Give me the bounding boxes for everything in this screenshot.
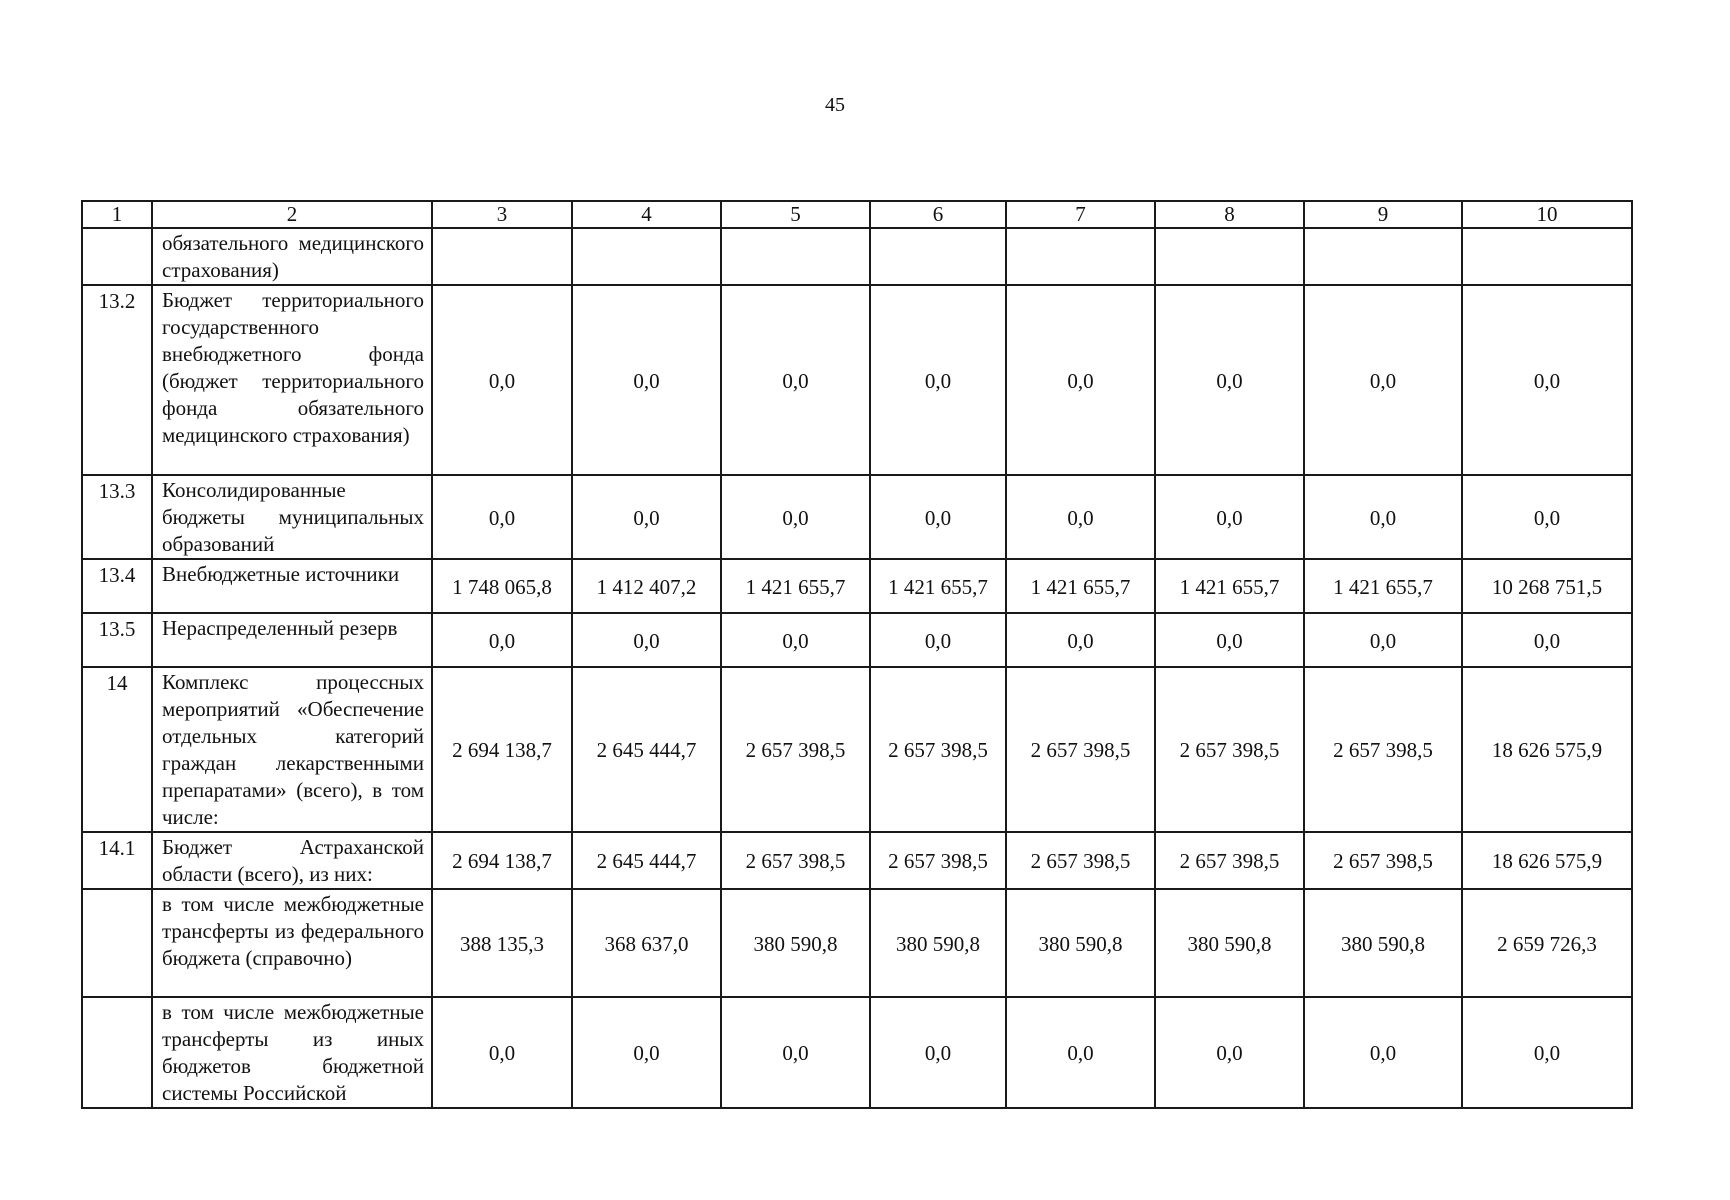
value-cell-col-10: 18 626 575,9 — [1462, 667, 1632, 832]
value-cell-col-9: 0,0 — [1304, 997, 1462, 1108]
value-cell-col-8: 1 421 655,7 — [1155, 559, 1304, 613]
value-cell-col-7: 0,0 — [1006, 475, 1155, 559]
budget-table — [81, 200, 1633, 1109]
value-cell-col-6: 380 590,8 — [870, 889, 1006, 997]
value-cell-col-7: 0,0 — [1006, 997, 1155, 1108]
value-cell-col-10: 18 626 575,9 — [1462, 832, 1632, 889]
value-cell-col-4: 1 412 407,2 — [572, 559, 721, 613]
row-number-cell: 13.5 — [82, 613, 152, 667]
value-cell-col-10: 0,0 — [1462, 475, 1632, 559]
value-cell-col-7: 0,0 — [1006, 285, 1155, 475]
value-cell-col-7: 2 657 398,5 — [1006, 832, 1155, 889]
value-cell-col-8: 2 657 398,5 — [1155, 832, 1304, 889]
value-cell-col-4: 0,0 — [572, 613, 721, 667]
value-cell-col-9: 1 421 655,7 — [1304, 559, 1462, 613]
table-row — [82, 667, 1632, 832]
value-cell-col-6: 2 657 398,5 — [870, 667, 1006, 832]
value-cell-col-6: 1 421 655,7 — [870, 559, 1006, 613]
value-cell-col-10: 0,0 — [1462, 613, 1632, 667]
value-cell-col-4: 368 637,0 — [572, 889, 721, 997]
row-number-cell — [82, 889, 152, 997]
value-cell-col-10: 2 659 726,3 — [1462, 889, 1632, 997]
value-cell-col-5: 1 421 655,7 — [721, 559, 870, 613]
value-cell-col-5: 0,0 — [721, 613, 870, 667]
column-header-3: 3 — [432, 201, 572, 228]
value-cell-col-9 — [1304, 228, 1462, 285]
value-cell-col-7: 380 590,8 — [1006, 889, 1155, 997]
value-cell-col-4: 0,0 — [572, 997, 721, 1108]
column-header-9: 9 — [1304, 201, 1462, 228]
row-number-cell: 13.4 — [82, 559, 152, 613]
table-row — [82, 228, 1632, 285]
value-cell-col-3: 2 694 138,7 — [432, 667, 572, 832]
value-cell-col-6: 0,0 — [870, 475, 1006, 559]
value-cell-col-9: 0,0 — [1304, 475, 1462, 559]
value-cell-col-8: 2 657 398,5 — [1155, 667, 1304, 832]
row-number-cell — [82, 228, 152, 285]
value-cell-col-8: 0,0 — [1155, 613, 1304, 667]
value-cell-col-8: 380 590,8 — [1155, 889, 1304, 997]
value-cell-col-7: 0,0 — [1006, 613, 1155, 667]
value-cell-col-4: 2 645 444,7 — [572, 667, 721, 832]
row-name-cell: Бюджет Астраханской области (всего), из них: — [152, 832, 432, 889]
table-row — [82, 285, 1632, 475]
value-cell-col-9: 2 657 398,5 — [1304, 832, 1462, 889]
table-header-row — [82, 201, 1632, 228]
table-row — [82, 889, 1632, 997]
column-header-10: 10 — [1462, 201, 1632, 228]
table-row — [82, 997, 1632, 1108]
value-cell-col-3: 388 135,3 — [432, 889, 572, 997]
value-cell-col-3: 0,0 — [432, 997, 572, 1108]
value-cell-col-6: 0,0 — [870, 997, 1006, 1108]
page-number: 45 — [825, 94, 845, 116]
value-cell-col-3 — [432, 228, 572, 285]
value-cell-col-9: 0,0 — [1304, 613, 1462, 667]
row-name-cell: Комплекс процессных мероприятий «Обеспечение отдельных категорий граждан лекарственными препаратами» (всего), в том числе: — [152, 667, 432, 832]
value-cell-col-6 — [870, 228, 1006, 285]
value-cell-col-8: 0,0 — [1155, 285, 1304, 475]
column-header-7: 7 — [1006, 201, 1155, 228]
value-cell-col-8: 0,0 — [1155, 997, 1304, 1108]
row-number-cell: 14.1 — [82, 832, 152, 889]
value-cell-col-5: 0,0 — [721, 475, 870, 559]
value-cell-col-5: 0,0 — [721, 997, 870, 1108]
column-header-4: 4 — [572, 201, 721, 228]
value-cell-col-6: 0,0 — [870, 285, 1006, 475]
column-header-1: 1 — [82, 201, 152, 228]
value-cell-col-6: 2 657 398,5 — [870, 832, 1006, 889]
value-cell-col-4: 2 645 444,7 — [572, 832, 721, 889]
value-cell-col-7 — [1006, 228, 1155, 285]
table-body — [82, 201, 1632, 1108]
value-cell-col-3: 2 694 138,7 — [432, 832, 572, 889]
row-number-cell: 13.3 — [82, 475, 152, 559]
value-cell-col-3: 0,0 — [432, 285, 572, 475]
value-cell-col-6: 0,0 — [870, 613, 1006, 667]
table-row — [82, 613, 1632, 667]
value-cell-col-5: 2 657 398,5 — [721, 667, 870, 832]
table-row — [82, 559, 1632, 613]
column-header-6: 6 — [870, 201, 1006, 228]
value-cell-col-7: 2 657 398,5 — [1006, 667, 1155, 832]
value-cell-col-8: 0,0 — [1155, 475, 1304, 559]
value-cell-col-4: 0,0 — [572, 475, 721, 559]
row-name-cell: Нераспределенный резерв — [152, 613, 432, 667]
value-cell-col-5 — [721, 228, 870, 285]
value-cell-col-3: 1 748 065,8 — [432, 559, 572, 613]
value-cell-col-3: 0,0 — [432, 613, 572, 667]
value-cell-col-10 — [1462, 228, 1632, 285]
column-header-2: 2 — [152, 201, 432, 228]
row-number-cell: 14 — [82, 667, 152, 832]
budget-table-container — [81, 200, 1631, 1109]
value-cell-col-8 — [1155, 228, 1304, 285]
table-row — [82, 832, 1632, 889]
value-cell-col-7: 1 421 655,7 — [1006, 559, 1155, 613]
value-cell-col-4 — [572, 228, 721, 285]
row-name-cell: в том числе межбюджетные трансферты из иных бюджетов бюджетной системы Российской — [152, 997, 432, 1108]
table-row — [82, 475, 1632, 559]
value-cell-col-10: 0,0 — [1462, 997, 1632, 1108]
value-cell-col-5: 2 657 398,5 — [721, 832, 870, 889]
value-cell-col-10: 0,0 — [1462, 285, 1632, 475]
value-cell-col-9: 380 590,8 — [1304, 889, 1462, 997]
row-name-cell: Бюджет территориального государственного внебюджетного фонда (бюджет территориального фонда обязательного медицинского страхования) — [152, 285, 432, 475]
value-cell-col-9: 2 657 398,5 — [1304, 667, 1462, 832]
row-number-cell: 13.2 — [82, 285, 152, 475]
value-cell-col-5: 380 590,8 — [721, 889, 870, 997]
row-number-cell — [82, 997, 152, 1108]
value-cell-col-9: 0,0 — [1304, 285, 1462, 475]
row-name-cell: Внебюджетные источники — [152, 559, 432, 613]
value-cell-col-4: 0,0 — [572, 285, 721, 475]
row-name-cell: обязательного медицинского страхования) — [152, 228, 432, 285]
row-name-cell: в том числе межбюджетные трансферты из федерального бюджета (справочно) — [152, 889, 432, 997]
row-name-cell: Консолидированные бюджеты муниципальных образований — [152, 475, 432, 559]
value-cell-col-10: 10 268 751,5 — [1462, 559, 1632, 613]
value-cell-col-3: 0,0 — [432, 475, 572, 559]
column-header-5: 5 — [721, 201, 870, 228]
column-header-8: 8 — [1155, 201, 1304, 228]
value-cell-col-5: 0,0 — [721, 285, 870, 475]
